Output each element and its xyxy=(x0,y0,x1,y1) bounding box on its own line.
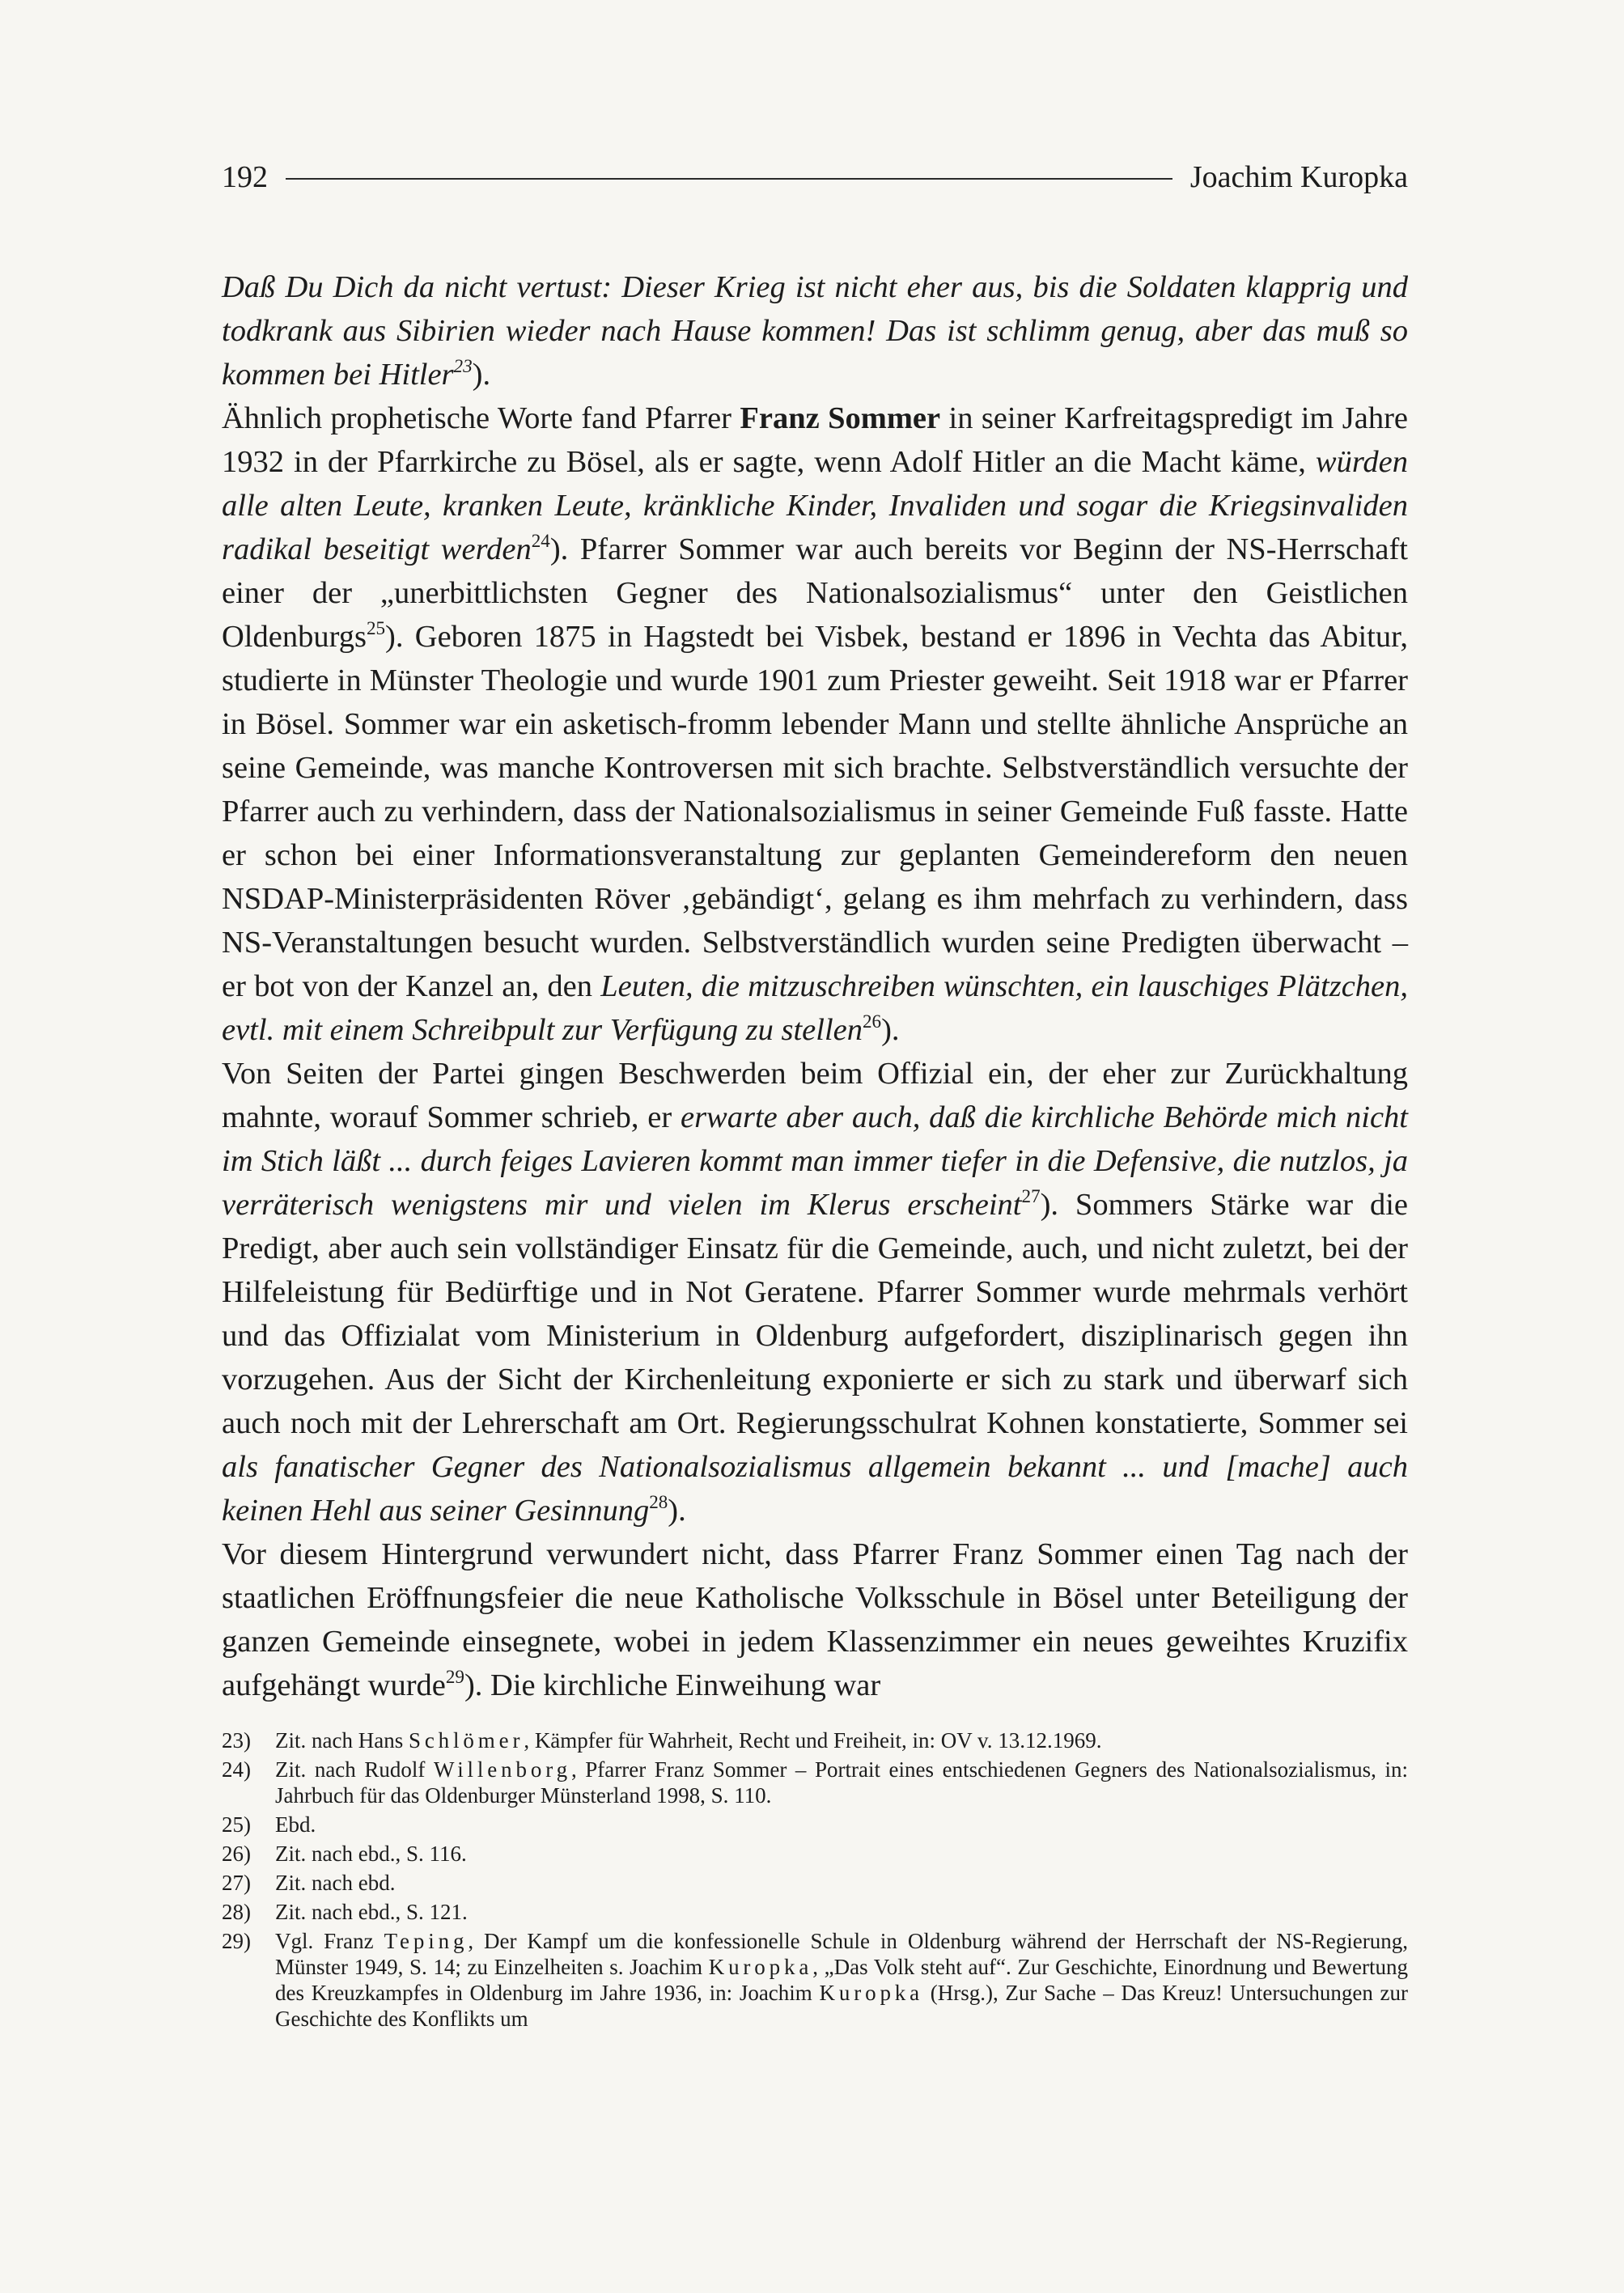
footnote-number: 24) xyxy=(222,1757,251,1782)
text-run: ). Geboren 1875 in Hagstedt bei Visbek, bestand er 1896 in Vechta das Abitur, studierte in Münster Theologie und wurde 1901 zum Priester geweiht. Seit 1918 war er Pfarrer in Bösel. Sommer war ein asketisch-fromm lebender Mann und stellte ähnliche Ansprüche an seine Gemeinde, was manche Kontroversen mit sich brachte. Selbstverständlich versuchte der Pfarrer auch zu verhindern, dass der Nationalsozialismus in seiner Gemeinde Fuß fasste. Hatte er schon bei einer Informationsveranstaltung zur geplanten Gemeindereform den neuen NSDAP-Ministerpräsidenten Röver ‚gebändigt‘, gelang es ihm mehrfach zu verhindern, dass NS-Veranstaltungen besucht wurden. Selbstverständlich wurden seine Predigten überwacht – er bot von der Kanzel an, den xyxy=(222,620,1408,1003)
footnote-29 xyxy=(222,1928,1408,2032)
text-run: in seiner Karfreitagspredigt im Jahre 1932 in der Pfarrkirche zu Bösel, als er sagte, wenn Adolf Hitler an die Macht käme, xyxy=(222,401,1408,479)
author-name: Kuropka xyxy=(819,1981,924,2005)
text-run: ). Pfarrer Sommer war auch bereits vor Beginn der NS-Herrschaft einer der „unerbittlichsten Gegner des Nationalsozialismus“ unter den Geistlichen Oldenburgs xyxy=(222,532,1409,654)
quote-text: würden alle alten Leute, kranken Leute, kränkliche Kinder, Invaliden und sogar die Kriegsinvaliden radikal beseitigt werden xyxy=(222,445,1408,566)
text-run: ). Die kirchliche Einweihung war xyxy=(464,1668,881,1702)
footnote-number: 27) xyxy=(222,1871,251,1895)
footnote-text xyxy=(275,1757,1408,1808)
footnote-ref-27[interactable]: 27 xyxy=(1021,1185,1041,1206)
footnote-text xyxy=(275,1727,1408,1753)
running-author: Joachim Kuropka xyxy=(1189,160,1408,194)
footnote-23 xyxy=(222,1727,1408,1753)
paragraph-party-complaints xyxy=(222,1052,1408,1532)
footnote-ref-25[interactable]: 25 xyxy=(366,617,386,638)
author-name: Schlömer xyxy=(408,1728,524,1753)
text-run: Von Seiten der Partei gingen Beschwerden beim Offizial ein, der eher zur Zurückhaltung mahnte, worauf Sommer schrieb, er xyxy=(222,1057,1408,1134)
footnote-ref-28[interactable]: 28 xyxy=(649,1491,668,1512)
quote-text: erwarte aber auch, daß die kirchliche Behörde mich nicht im Stich läßt ... durch feiges Lavieren kommt man immer tiefer in die Defensive, die nutzlos, ja verräterisch wenigstens mir und vielen im Klerus erscheint xyxy=(222,1100,1408,1222)
text-run: (Hrsg.), Zur Sache – Das Kreuz! Untersuchungen zur Geschichte des Konflikts um xyxy=(275,1981,1409,2031)
text-run: , „Das Volk steht auf“. Zur Geschichte, Einordnung und Bewertung des Kreuzkampfes in Oldenburg im Jahre 1936, in: Joachim xyxy=(275,1955,1408,2005)
footnote-28 xyxy=(222,1899,1408,1925)
text-run: , Kämpfer für Wahrheit, Recht und Freiheit, in: OV v. 13.12.1969. xyxy=(524,1728,1102,1753)
text-run: ). Sommers Stärke war die Predigt, aber auch sein vollständiger Einsatz für die Gemeinde, auch, und nicht zuletzt, bei der Hilfeleistung für Bedürftige und in Not Geratene. Pfarrer Sommer wurde mehrmals verhört und das Offizialat vom Ministerium in Oldenburg aufgefordert, disziplinarisch gegen ihn vorzugehen. Aus der Sicht der Kirchenleitung exponierte er sich zu stark und überwarf sich auch noch mit der Lehrerschaft am Ort. Regierungsschulrat Kohnen konstatierte, Sommer sei xyxy=(222,1188,1408,1440)
text-run: Ähnlich prophetische Worte fand Pfarrer xyxy=(222,401,740,435)
footnote-26 xyxy=(222,1841,1408,1867)
footnote-ref-26[interactable]: 26 xyxy=(862,1011,882,1032)
paragraph-school-blessing xyxy=(222,1532,1408,1707)
footnote-text: Ebd. xyxy=(275,1812,316,1837)
footnote-25 xyxy=(222,1812,1408,1837)
footnote-number: 28) xyxy=(222,1900,251,1924)
author-name: Teping xyxy=(384,1929,469,1953)
quote-text: als fanatischer Gegner des Nationalsozialismus allgemein bekannt ... und [mache] auch keinen Hehl aus seiner Gesinnung xyxy=(222,1450,1408,1528)
author-name: Kuropka xyxy=(708,1955,813,1979)
author-name: Willenborg xyxy=(433,1757,571,1782)
main-text xyxy=(222,265,1408,1707)
footnote-number: 25) xyxy=(222,1812,251,1837)
page-number: 192 xyxy=(222,160,268,194)
punct: ). xyxy=(472,358,491,392)
footnote-number: 23) xyxy=(222,1728,251,1753)
footnote-text xyxy=(275,1928,1408,2032)
running-header xyxy=(222,162,1408,193)
person-name: Franz Sommer xyxy=(740,401,941,435)
footnote-ref-24[interactable]: 24 xyxy=(531,530,550,551)
footnote-number: 26) xyxy=(222,1842,251,1866)
text-run: Vgl. Franz xyxy=(275,1929,384,1953)
footnote-text: Zit. nach ebd. xyxy=(275,1871,396,1895)
footnotes xyxy=(222,1727,1408,2035)
text-run: Zit. nach Rudolf xyxy=(275,1757,434,1782)
text-run: ). xyxy=(881,1013,900,1047)
text-run: , Pfarrer Franz Sommer – Portrait eines entschiedenen Gegners des Nationalsozialismus, in: Jahrbuch für das Oldenburger Münsterland 1998, S. 110. xyxy=(275,1757,1408,1808)
text-run: ). xyxy=(668,1494,686,1528)
footnote-24 xyxy=(222,1757,1408,1808)
footnote-ref-23[interactable]: 23 xyxy=(453,355,473,376)
footnote-ref-29[interactable]: 29 xyxy=(445,1666,464,1687)
quote-text: Daß Du Dich da nicht vertust: Dieser Krieg ist nicht eher aus, bis die Soldaten klapprig und todkrank aus Sibirien wieder nach Hause kommen! Das ist schlimm genug, aber das muß so kommen bei Hitler xyxy=(222,270,1408,392)
text-run: , Der Kampf um die konfessionelle Schule in Oldenburg während der Herrschaft der NS-Regierung, Münster 1949, S. 14; zu Einzelheiten s. Joachim xyxy=(275,1929,1409,1979)
footnote-27 xyxy=(222,1870,1408,1896)
paragraph-quote-hitler xyxy=(222,265,1408,396)
paragraph-sommer-intro xyxy=(222,396,1408,1052)
quote-text: Leuten, die mitzuschreiben wünschten, ein lauschiges Plätzchen, evtl. mit einem Schreibpult zur Verfügung zu stellen xyxy=(222,969,1408,1047)
footnote-text: Zit. nach ebd., S. 121. xyxy=(275,1900,468,1924)
footnote-number: 29) xyxy=(222,1929,251,1953)
header-rule xyxy=(286,178,1172,180)
footnote-text: Zit. nach ebd., S. 116. xyxy=(275,1842,467,1866)
text-run: Zit. nach Hans xyxy=(275,1728,409,1753)
text-run: Vor diesem Hintergrund verwundert nicht, dass Pfarrer Franz Sommer einen Tag nach der staatlichen Eröffnungsfeier die neue Katholische Volksschule in Bösel unter Beteiligung der ganzen Gemeinde einsegnete, wobei in jedem Klassenzimmer ein neues geweihtes Kruzifix aufgehängt wurde xyxy=(222,1537,1408,1702)
